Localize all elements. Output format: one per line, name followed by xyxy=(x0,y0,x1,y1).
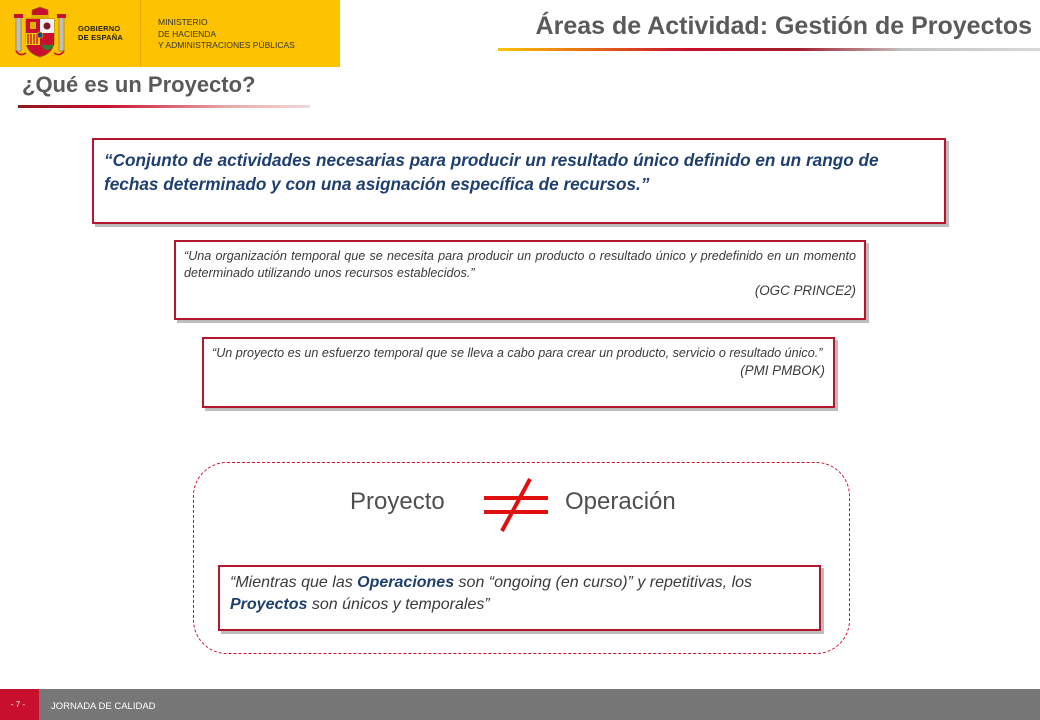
operations-quote xyxy=(230,572,809,616)
operations-quote-box xyxy=(218,565,821,631)
footer-label: JORNADA DE CALIDAD xyxy=(51,701,156,712)
government-name xyxy=(78,25,123,42)
pmi-source: (PMI PMBOK) xyxy=(740,363,825,378)
ministry-line-1: MINISTERIO xyxy=(158,17,208,27)
header-divider xyxy=(140,0,141,67)
quote-part-2: son “ongoing (en curso)” y repetitivas, los xyxy=(454,574,753,591)
pmi-definition-text: “Un proyecto es un esfuerzo temporal que se lleva a cabo para crear un producto, servicio o resultado único.” xyxy=(212,346,823,360)
section-underline xyxy=(18,105,310,108)
main-definition-text: “Conjunto de actividades necesarias para producir un resultado único definido en un rango de fechas determinado y con una asignación específica de recursos.” xyxy=(104,150,879,194)
pmi-definition-box xyxy=(202,337,835,408)
page-title: Áreas de Actividad: Gestión de Proyectos xyxy=(535,12,1032,40)
main-definition-box xyxy=(92,138,946,224)
gov-line-1: GOBIERNO xyxy=(78,24,121,33)
header-bar xyxy=(0,0,1040,67)
ministry-line-2: DE HACIENDA xyxy=(158,28,217,39)
title-underline xyxy=(498,48,1040,51)
quote-part-1: “Mientras que las xyxy=(230,574,358,591)
title-area xyxy=(340,0,1040,67)
prince2-definition-box xyxy=(174,240,866,320)
prince2-definition-text: “Una organización temporal que se necesita para producir un producto o resultado único y predefinido en un momento determinado utilizando unos recursos establecidos.” xyxy=(184,249,856,280)
proyecto-label: Proyecto xyxy=(350,488,445,515)
government-logo xyxy=(0,0,140,67)
ministry-name xyxy=(158,17,295,52)
prince2-source: (OGC PRINCE2) xyxy=(754,283,856,298)
ministry-line-3: Y ADMINISTRACIONES PÚBLICAS xyxy=(158,40,295,50)
operacion-label: Operación xyxy=(565,488,676,515)
quote-part-3: son únicos y temporales” xyxy=(307,596,490,613)
not-equal-icon xyxy=(478,476,552,534)
footer-bar xyxy=(0,689,1040,720)
quote-bold-operaciones: Operaciones xyxy=(357,574,455,591)
gov-line-2: DE ESPAÑA xyxy=(78,32,124,42)
coat-of-arms-icon xyxy=(12,7,68,61)
section-title: ¿Qué es un Proyecto? xyxy=(22,72,256,97)
page-number: - 7 - xyxy=(10,700,26,709)
quote-bold-proyectos: Proyectos xyxy=(230,596,308,613)
